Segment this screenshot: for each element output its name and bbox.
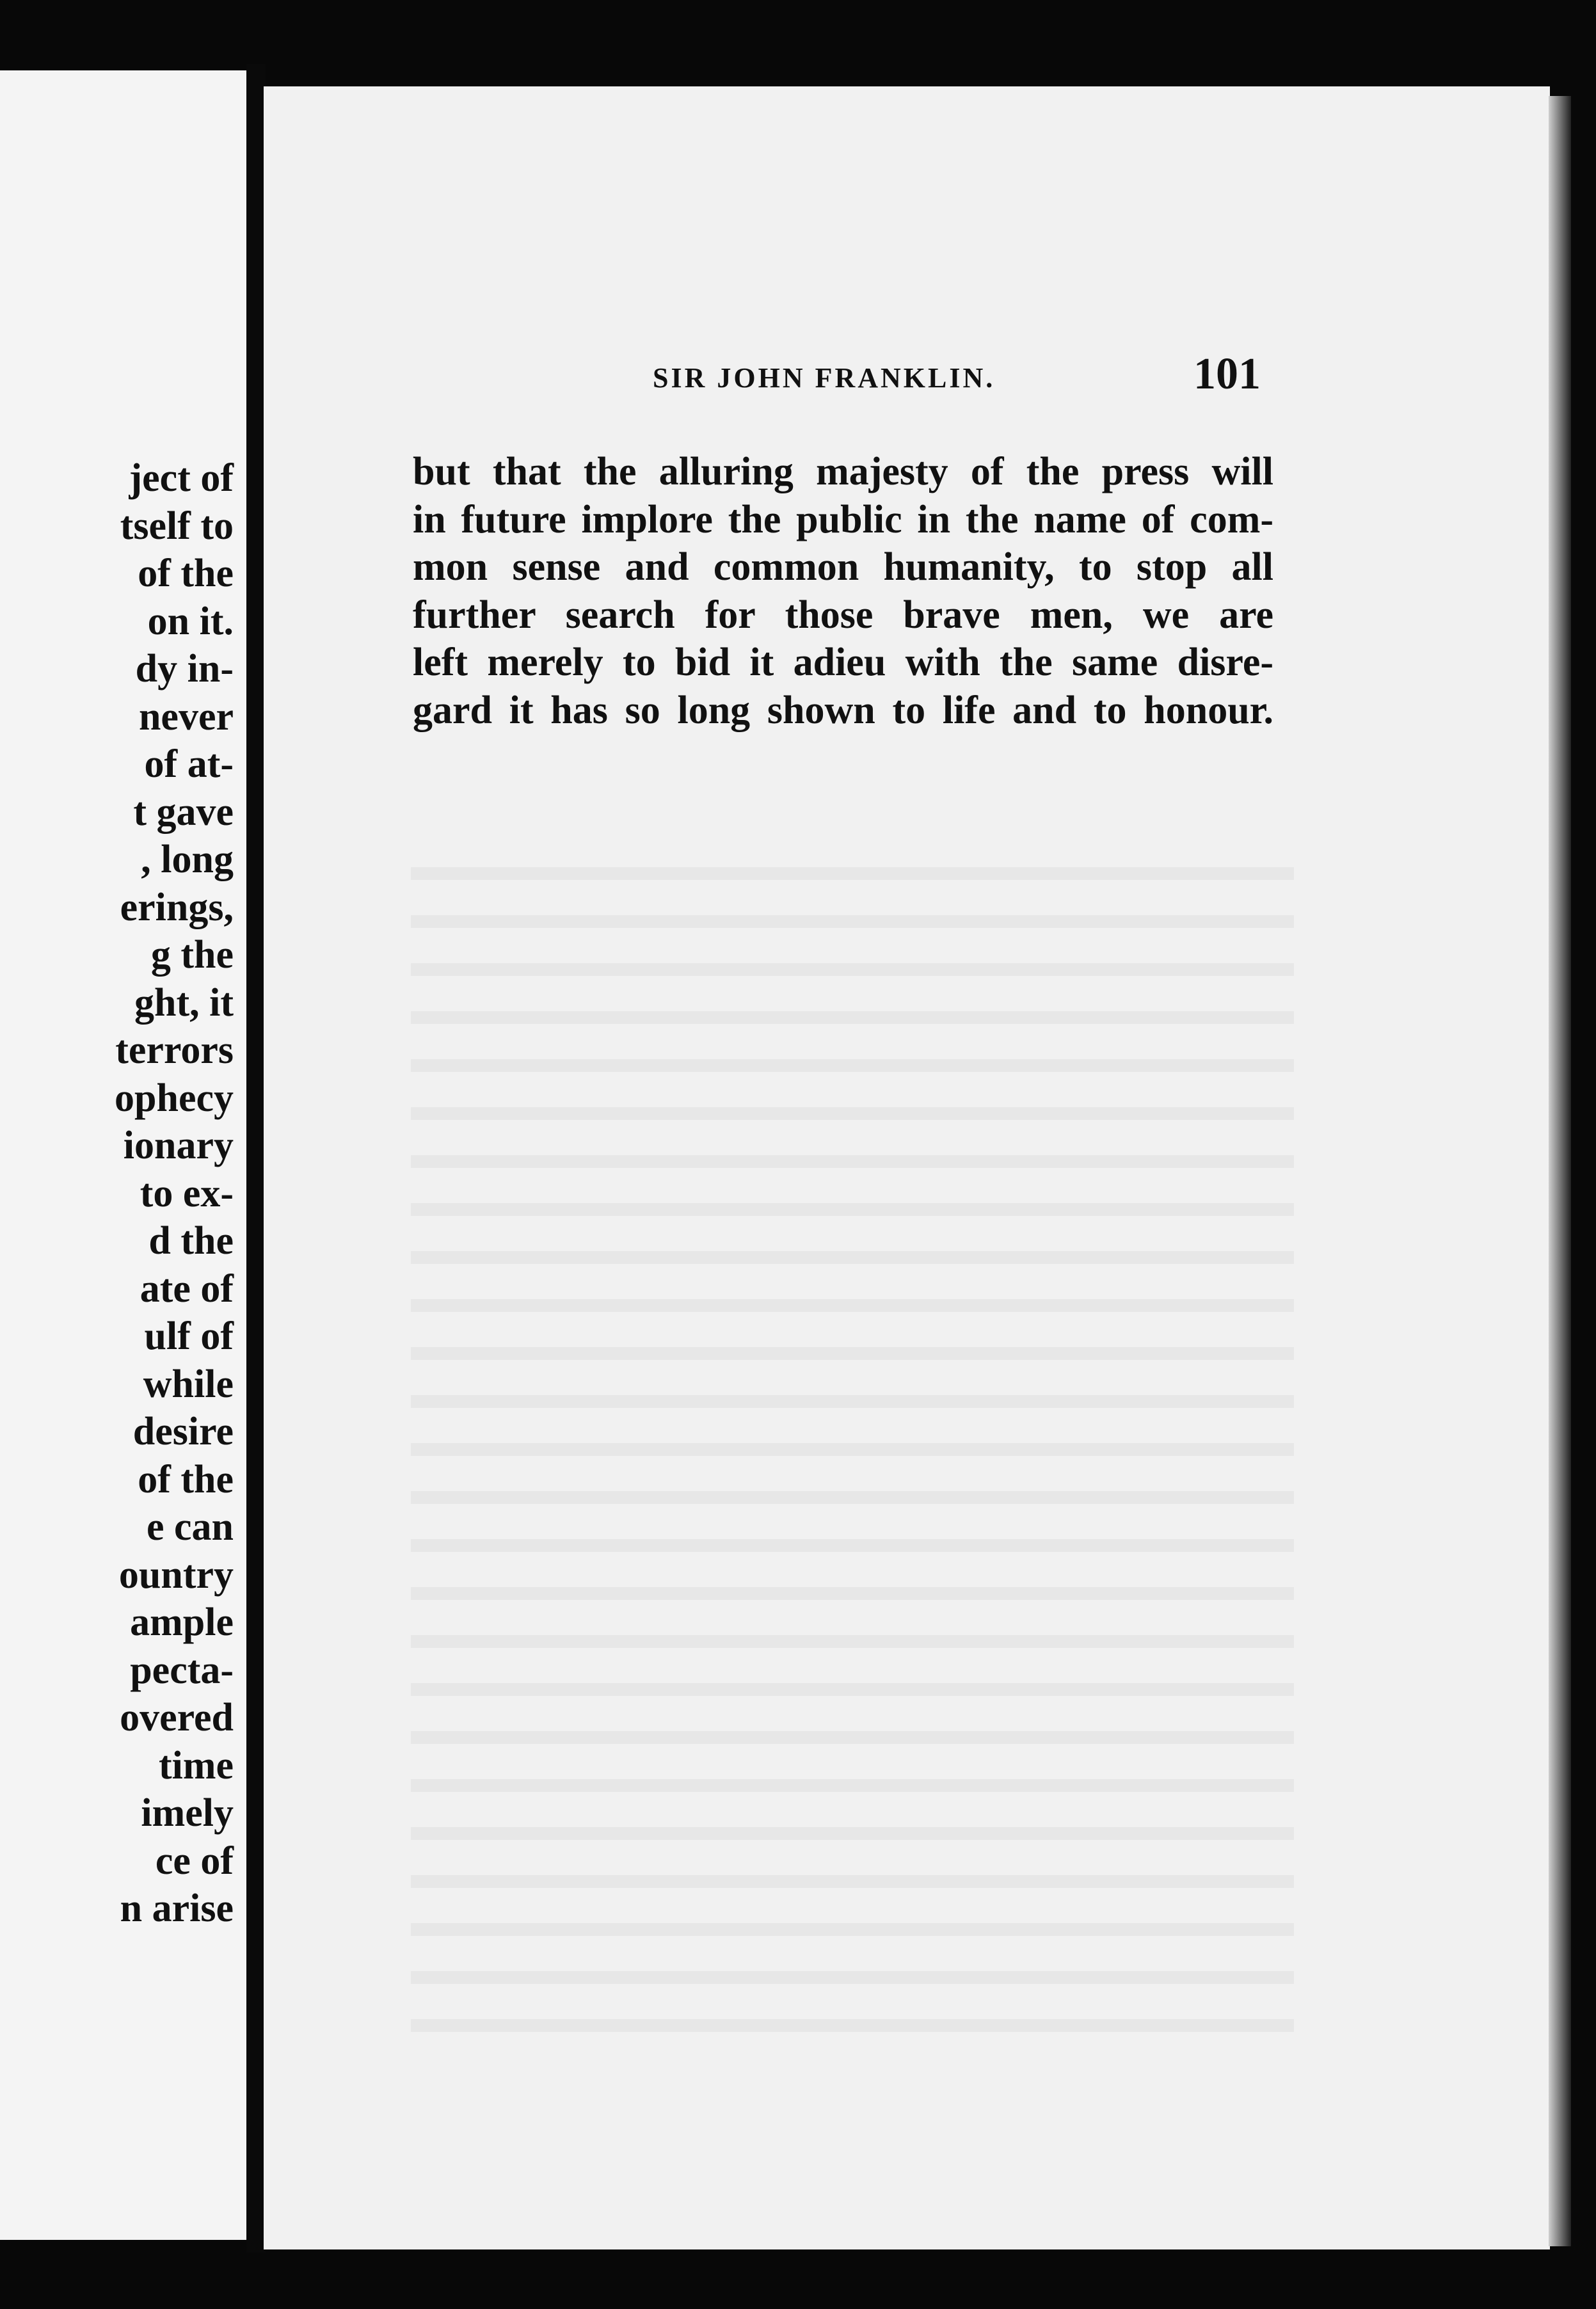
book-gutter — [246, 64, 266, 2253]
previous-page-line: overed — [120, 1696, 234, 1739]
previous-page-line: on it. — [147, 599, 234, 643]
body-line: in future implore the public in the name of com- — [413, 497, 1273, 541]
previous-page-line: never — [138, 694, 234, 739]
current-page — [264, 86, 1550, 2249]
body-line: gard it has so long shown to life and to honour. — [413, 688, 1273, 732]
previous-page-line: ophecy — [115, 1076, 234, 1120]
previous-page-line: d the — [148, 1219, 234, 1263]
body-line: but that the alluring majesty of the press will — [413, 450, 1273, 493]
page-number: 101 — [1193, 349, 1261, 399]
previous-page-fragment — [0, 70, 246, 2240]
previous-page-line: g the — [150, 933, 234, 977]
previous-page-line: ulf of — [144, 1314, 234, 1358]
previous-page-line: tself to — [120, 504, 234, 548]
body-line: further search for those brave men, we are — [413, 593, 1273, 637]
previous-page-line: , long — [141, 838, 234, 881]
previous-page-line: to ex- — [140, 1171, 234, 1215]
previous-page-line: ght, it — [134, 980, 234, 1025]
previous-page-line: ample — [130, 1601, 234, 1644]
body-line: mon sense and common humanity, to stop all — [413, 545, 1273, 589]
previous-page-line: ate of — [140, 1266, 234, 1311]
previous-page-line: while — [143, 1362, 234, 1406]
previous-page-line: dy in- — [135, 647, 234, 691]
previous-page-line: t gave — [133, 790, 234, 834]
previous-page-line: of at- — [144, 742, 234, 786]
previous-page-text — [0, 454, 234, 1933]
previous-page-line: of the — [138, 1457, 234, 1501]
previous-page-line: ionary — [123, 1124, 234, 1167]
previous-page-line: terrors — [115, 1028, 234, 1072]
page-edge — [1549, 96, 1571, 2246]
previous-page-line: time — [158, 1743, 234, 1787]
previous-page-line: n arise — [120, 1887, 234, 1930]
previous-page-line: ountry — [118, 1553, 234, 1597]
previous-page-line: ce of — [155, 1839, 234, 1883]
previous-page-line: desire — [132, 1410, 234, 1453]
previous-page-line: e can — [146, 1505, 234, 1549]
previous-page-line: imely — [141, 1791, 234, 1835]
previous-page-line: ject of — [129, 456, 234, 500]
show-through-text — [411, 842, 1294, 2057]
previous-page-line: erings, — [120, 885, 234, 929]
body-paragraph — [413, 448, 1273, 734]
body-line: left merely to bid it adieu with the same disre- — [413, 641, 1273, 684]
previous-page-line: of the — [138, 552, 234, 595]
running-title: SIR JOHN FRANKLIN. — [653, 362, 996, 394]
running-head — [413, 349, 1273, 406]
previous-page-line: pecta- — [130, 1648, 234, 1692]
